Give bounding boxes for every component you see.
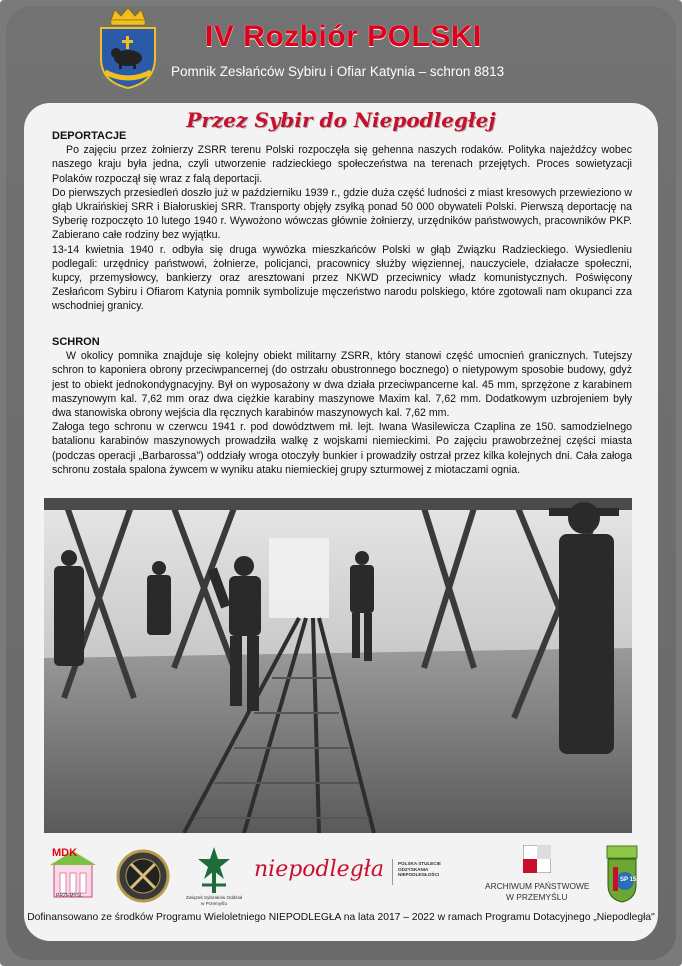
archiwum-line2: W PRZEMYŚLU — [506, 892, 568, 902]
mdk-logo — [46, 845, 100, 901]
section-schron — [52, 335, 632, 477]
zwiazek-sybirakow-logo — [184, 845, 244, 907]
section-heading: DEPORTACJE — [52, 130, 127, 142]
zwiazek-sybirakow-icon — [194, 845, 234, 895]
niepodlegla-logo — [254, 845, 444, 905]
funding-footer: Dofinansowano ze środków Programu Wieloletniego NIEPODLEGŁA na lata 2017 – 2022 w ramach Programu Dotacyjnego „Niepodległa" — [27, 912, 655, 923]
crest-icon — [97, 6, 159, 90]
niepodlegla-sub: POLSKA STULECIE ODZYSKANIA NIEPODLEGŁOŚCI — [398, 861, 441, 878]
emblem-cross-swords-icon — [116, 849, 170, 903]
sp15-label: SP 15 — [620, 877, 637, 883]
paragraph: Załoga tego schronu w czerwcu 1941 r. pod dowództwem mł. lejt. Iwana Wasilewicza Czaplina ze 150. samodzielnego batalionu karabinów maszynowych prowadziła walkę z wojskami niemieckimi. Po zajęciu prawobrzeżnej części miasta (podczas operacji „Barbarossa") oddziały wroga otoczyły bunkier i prowadziły ostrzał przez kilka kolejnych dni. Cała załoga schronu została spalona żywcem w wyniku ataku niemieckiej grupy szturmowej z miotaczami ognia. — [52, 421, 632, 476]
archiwum-line1: ARCHIWUM PAŃSTWOWE — [485, 881, 590, 891]
paragraph: 13-14 kwietnia 1940 r. odbyła się druga wywózka mieszkańców Polski w głąb Związku Radzieckiego. Wysiedleniu podlegali: urzędnicy państwowi, żołnierze, policjanci, pracownicy służby więziennej, nauczyciele, działacze społeczni, kupcy, przemysłowcy, bankierzy oraz aresztowani przez NKWD przeciwnicy władz komunistycznych. Poświęcony Zesłańcom Sybiru i Ofiarom Katynia pomnik symbolizuje męczeństwo narodu polskiego, które zgotowali nam okupanci zza wschodniej granicy. — [52, 243, 632, 313]
mdk-label: MDK — [52, 847, 78, 859]
panel-title: Przez Sybir do Niepodległej — [186, 108, 496, 132]
paragraph: W okolicy pomnika znajduje się kolejny obiekt militarny ZSRR, który stanowi część umocnień granicznych. Tutejszy schron to kaponiera obrony przeciwpancernej (do ostrzału obustronnego bocznego) o nietypowym sposobie budowy, gdyż jest to obiekt jednokondygnacyjny. Był on wyposażony w dwa działa przeciwpancerne kal. 45 mm, sprzężone z karabinem maszynowym kal. 7,62 mm oraz dwa ciężkie karabiny maszynowe Maxim kal. 7,62 mm. Dodatkowym uzbrojeniem były dwa stanowiska obrony wejścia dla ręcznych karabinów maszynowych kal. 7,62 mm. — [52, 350, 632, 420]
sp15-icon — [606, 845, 638, 903]
historical-photo — [44, 498, 632, 833]
zwiazek-label: Związek Sybiraków Oddział w Przemyślu — [185, 895, 243, 906]
logo-divider — [392, 859, 393, 885]
mdk-sub: PRZEMYŚL — [56, 893, 83, 899]
content-panel — [24, 103, 658, 941]
sp15-logo — [606, 845, 638, 903]
main-title: IV Rozbiór POLSKI — [205, 20, 482, 53]
sponsor-logos — [44, 845, 638, 915]
niepodlegla-label: niepodległa — [254, 857, 385, 882]
section-heading: SCHRON — [52, 336, 100, 348]
subtitle: Pomnik Zesłańców Sybiru i Ofiar Katynia – schron 8813 — [171, 64, 505, 79]
archiwum-logo — [482, 845, 592, 907]
bridge-scene-image — [44, 498, 632, 833]
section-deportacje — [52, 129, 632, 314]
archiwum-icon — [523, 845, 551, 873]
paragraph: Po zajęciu przez żołnierzy ZSRR terenu Polski rozpoczęła się gehenna naszych rodaków. Polityka najeźdźcy wobec naszego kraju była jedna, czyli utworzenie radzieckiego społeczeństwa na terenach przejętych. Proces sowietyzacji Polaków rozpoczął się wraz z falą deportacji. — [52, 144, 632, 185]
paragraph: Do pierwszych przesiedleń doszło już w październiku 1939 r., gdzie duża część ludności z miast kresowych przewieziono w głąb Ukraińskiej SRR i Białoruskiej SRR. Transporty objęły zsyłką ponad 50 000 obywateli Polski. Pierwszą deportację na Syberię rozpoczęto 10 lutego 1940 r. Wywożono wówczas głównie żołnierzy, urzędników państwowych, pracowników PKP. Zabierano całe rodziny bez wyjątku. — [52, 186, 632, 242]
